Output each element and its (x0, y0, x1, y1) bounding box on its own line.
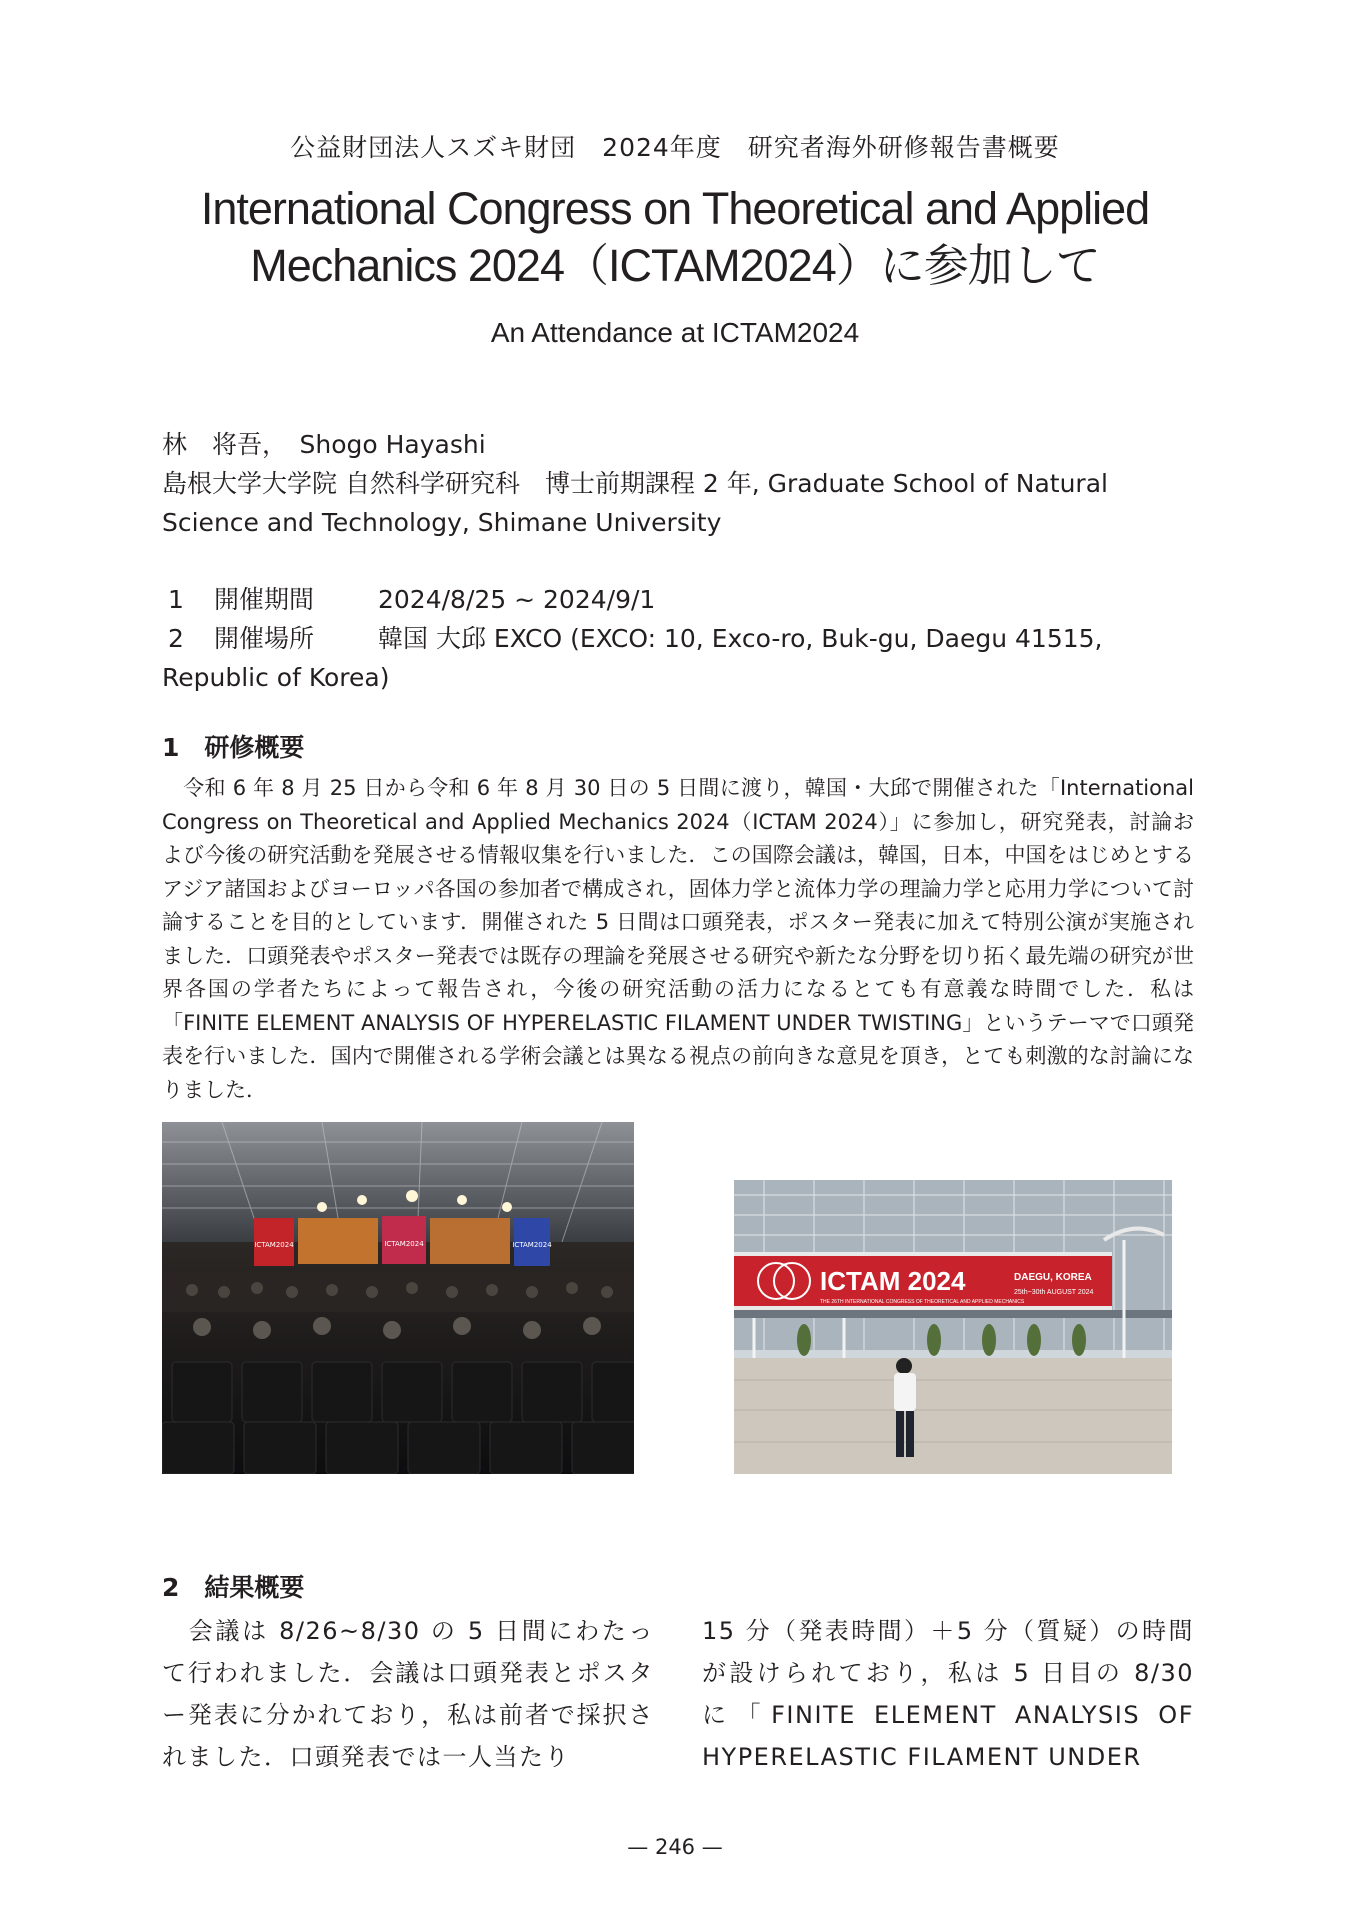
conference-hall-photo (162, 1122, 634, 1474)
section-1-heading: 1 研修概要 (162, 733, 305, 762)
author-affiliation-2: Science and Technology, Shimane University (162, 508, 722, 537)
title-line-2: Mechanics 2024（ICTAM2024）に参加して (250, 240, 1100, 291)
author-block (162, 425, 1202, 542)
exco-banner-photo (734, 1180, 1172, 1474)
banner-title: ICTAM 2024 (820, 1266, 966, 1296)
hall-screen-right-text: ICTAM2024 (512, 1241, 552, 1249)
page-title (0, 180, 1350, 294)
hall-screen-center-text: ICTAM2024 (384, 1240, 424, 1248)
hall-screen-left-text: ICTAM2024 (254, 1241, 294, 1249)
section-1-body: 令和 6 年 8 月 25 日から令和 6 年 8 月 30 日の 5 日間に渡り，韓国・大邱で開催された「International Congress on Theoretical and Applied Mechanics 2024（ICTAM 2024）」に参加し，研究発表，討論および今後の研究活動を発展させる情報収集を行いました．この国際会議は，韓国，日本，中国をはじめとするアジア諸国およびヨーロッパ各国の参加者で構成され，固体力学と流体力学の理論力学と応用力学について討論することを目的としています．開催された 5 日間は口頭発表，ポスター発表に加えて特別公演が実施されました．口頭発表やポスター発表では既存の理論を発展させる研究や新たな分野を切り拓く最先端の研究が世界各国の学者たちによって報告され，今後の研究活動の活力になるとても有意義な時間でした．私は「FINITE ELEMENT ANALYSIS OF HYPERELASTIC FILAMENT UNDER TWISTING」というテーマで口頭発表を行いました．国内で開催される学術会議とは異なる視点の前向きな意見を頂き，とても刺激的な討論になりました． (162, 776, 1194, 1102)
section-2-heading: 2 結果概要 (162, 1573, 305, 1602)
title-line-1: International Congress on Theoretical and Applied (200, 183, 1150, 234)
page-number: — 246 — (627, 1835, 723, 1859)
section-2-right-column: 15 分（発表時間）＋5 分（質疑）の時間が設けられており，私は 5 日目の 8/30 に「FINITE ELEMENT ANALYSIS OF HYPERELASTIC FILAMENT UNDER (702, 1617, 1194, 1771)
venue-continuation: Republic of Korea) (162, 663, 390, 692)
author-name: 林 将吾， Shogo Hayashi (162, 430, 486, 459)
event-info (162, 580, 1202, 697)
banner-subtitle: THE 26TH INTERNATIONAL CONGRESS OF THEORETICAL AND APPLIED MECHANICS (820, 1299, 1025, 1305)
venue-value: 韓国 大邱 EXCO (EXCO: 10, Exco-ro, Buk-gu, Daegu 41515, (378, 624, 1103, 653)
exco-banner-illustration (734, 1180, 1172, 1474)
author-affiliation-1: 島根大学大学院 自然科学研究科 博士前期課程 2 年, Graduate School of Natural (162, 469, 1108, 498)
conference-hall-illustration (162, 1122, 634, 1474)
report-header: 公益財団法人スズキ財団 2024年度 研究者海外研修報告書概要 (290, 133, 1060, 162)
period-label: 開催期間 (214, 585, 315, 614)
page-subtitle: An Attendance at ICTAM2024 (490, 317, 860, 348)
venue-label: 開催場所 (214, 624, 315, 653)
venue-row (162, 619, 1202, 658)
banner-city: DAEGU, KOREA (1014, 1272, 1092, 1283)
period-value: 2024/8/25 ~ 2024/9/1 (378, 585, 656, 614)
period-number: 1 (168, 585, 184, 614)
venue-number: 2 (168, 624, 184, 653)
period-row (162, 580, 1202, 619)
section-2-left-column: 会議は 8/26~8/30 の 5 日間にわたって行われました．会議は口頭発表とポスター発表に分かれており，私は前者で採択されました．口頭発表では一人当たり (162, 1617, 654, 1771)
banner-dates: 25th~30th AUGUST 2024 (1014, 1289, 1094, 1296)
